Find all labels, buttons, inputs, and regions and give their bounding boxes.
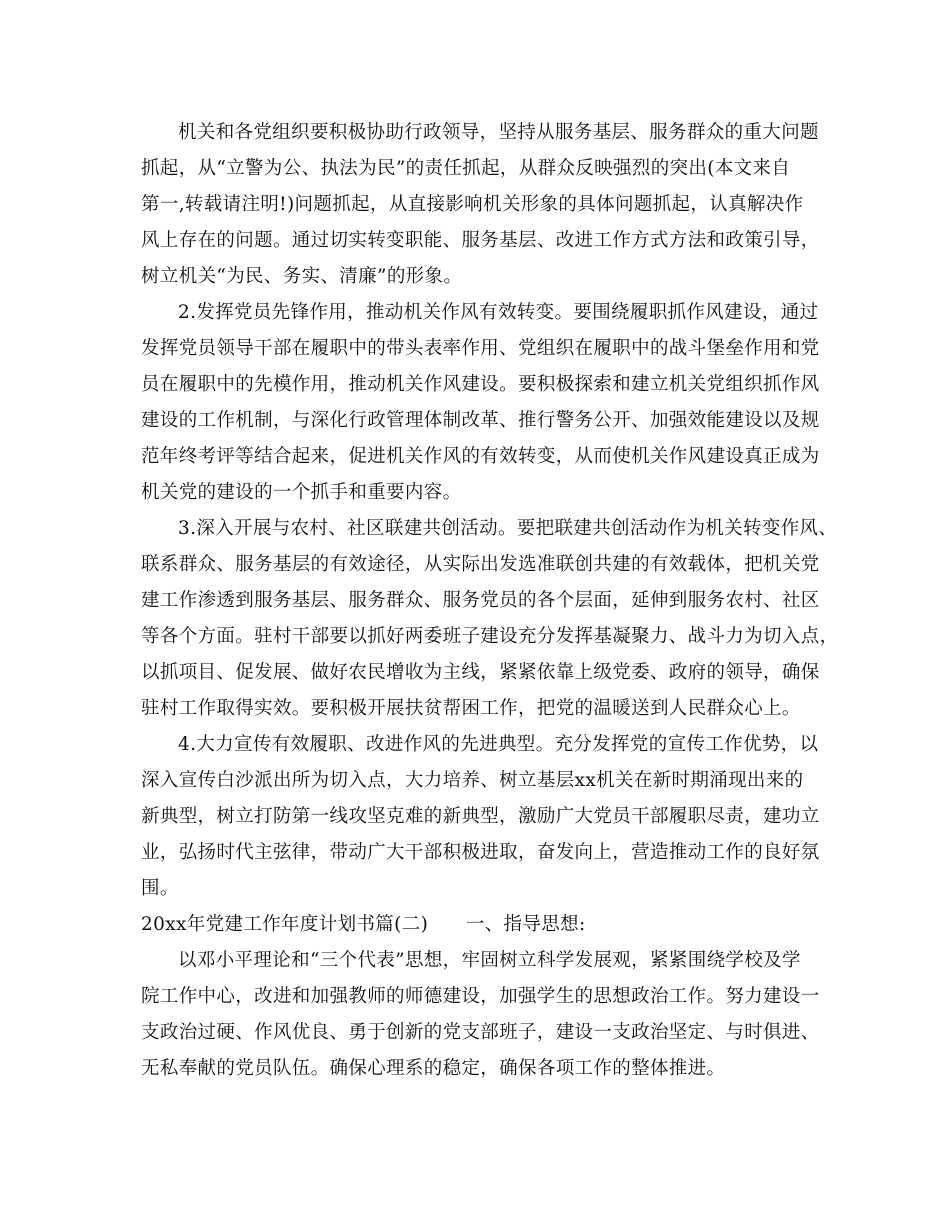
paragraph-line: 机关党的建设的一个抓手和重要内容。 bbox=[141, 482, 462, 503]
paragraph-line: 范年终考评等结合起来，促进机关作风的有效转变，从而使机关作风建设真正成为 bbox=[141, 446, 820, 467]
paragraph-line: 3.深入开展与农村、社区联建共创活动。要把联建共创活动作为机关转变作风、 bbox=[178, 518, 838, 539]
paragraph-line: 以邓小平理论和“三个代表”思想，牢固树立科学发展观，紧紧围绕学校及学 bbox=[178, 950, 801, 971]
paragraph-line: 联系群众、服务基层的有效途径，从实际出发选准联创共建的有效载体，把机关党 bbox=[141, 554, 820, 575]
paragraph-line: 风上存在的问题。通过切实转变职能、服务基层、改进工作方式方法和政策引导， bbox=[141, 230, 820, 251]
paragraph-line: 4.大力宣传有效履职、改进作风的先进典型。充分发挥党的宣传工作优势，以 bbox=[178, 734, 819, 755]
section-heading: 20xx年党建工作年度计划书篇(二) 一、指导思想: bbox=[141, 914, 586, 935]
paragraph-line: 第一,转载请注明!)问题抓起，从直接影响机关形象的具体问题抓起，认真解决作 bbox=[141, 194, 804, 215]
paragraph-line: 等各个方面。驻村干部要以抓好两委班子建设充分发挥基凝聚力、战斗力为切入点， bbox=[141, 626, 839, 647]
paragraph-line: 新典型，树立打防第一线攻坚克难的新典型，激励广大党员干部履职尽责，建功立 bbox=[141, 806, 820, 827]
paragraph-line: 机关和各党组织要积极协助行政领导，坚持从服务基层、服务群众的重大问题 bbox=[178, 122, 819, 143]
paragraph-line: 发挥党员领导干部在履职中的带头表率作用、党组织在履职中的战斗堡垒作用和党 bbox=[141, 338, 820, 359]
paragraph-line: 业，弘扬时代主弦律，带动广大干部积极进取，奋发向上，营造推动工作的良好氛 bbox=[141, 842, 820, 863]
paragraph-line: 支政治过硬、作风优良、勇于创新的党支部班子，建设一支政治坚定、与时俱进、 bbox=[141, 1022, 820, 1043]
paragraph-line: 院工作中心，改进和加强教师的师德建设，加强学生的思想政治工作。努力建设一 bbox=[141, 986, 820, 1007]
paragraph-line: 抓起，从“立警为公、执法为民”的责任抓起，从群众反映强烈的突出(本文来自 bbox=[141, 158, 791, 179]
paragraph-line: 建工作渗透到服务基层、服务群众、服务党员的各个层面，延伸到服务农村、社区 bbox=[141, 590, 820, 611]
paragraph-line: 建设的工作机制，与深化行政管理体制改革、推行警务公开、加强效能建设以及规 bbox=[141, 410, 820, 431]
paragraph-line: 以抓项目、促发展、做好农民增收为主线，紧紧依靠上级党委、政府的领导，确保 bbox=[141, 662, 820, 683]
paragraph-line: 围。 bbox=[141, 878, 179, 899]
paragraph-line: 员在履职中的先模作用，推动机关作风建设。要积极探索和建立机关党组织抓作风 bbox=[141, 374, 820, 395]
paragraph-line: 无私奉献的党员队伍。确保心理系的稳定，确保各项工作的整体推进。 bbox=[141, 1058, 726, 1079]
paragraph-line: 2.发挥党员先锋作用，推动机关作风有效转变。要围绕履职抓作风建设，通过 bbox=[178, 302, 819, 323]
paragraph-line: 驻村工作取得实效。要积极开展扶贫帮困工作，把党的温暖送到人民群众心上。 bbox=[141, 698, 801, 719]
paragraph-line: 树立机关“为民、务实、清廉”的形象。 bbox=[141, 266, 463, 287]
paragraph-line: 深入宣传白沙派出所为切入点，大力培养、树立基层xx机关在新时期涌现出来的 bbox=[141, 770, 804, 791]
